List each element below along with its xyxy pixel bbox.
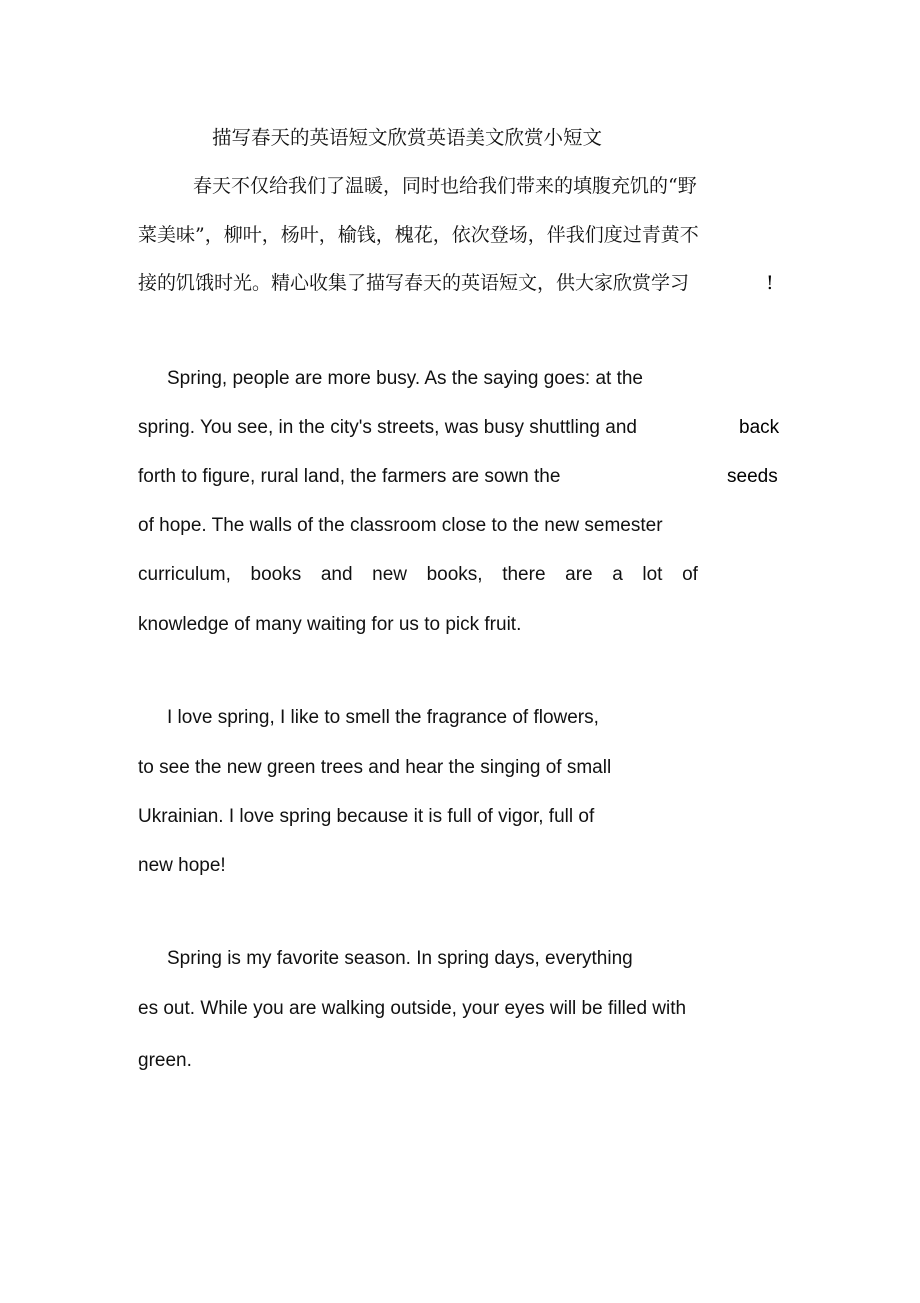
paragraph2-line-3: Ukrainian. I love spring because it is full of vigor, full of <box>138 806 595 827</box>
paragraph1-line-6: knowledge of many waiting for us to pick fruit. <box>138 614 522 635</box>
paragraph1-line-3-end: seeds <box>727 466 778 487</box>
word: and <box>320 564 353 585</box>
paragraph3-line-3: green. <box>138 1050 192 1071</box>
paragraph3-line-1: Spring is my favorite season. In spring days, everything <box>167 948 633 969</box>
paragraph2-line-2: to see the new green trees and hear the singing of small <box>138 757 612 778</box>
intro-line-3: 接的饥饿时光。精心收集了描写春天的英语短文，供大家欣赏学习 <box>138 272 690 294</box>
paragraph1-line-5 <box>138 563 698 587</box>
word: lot <box>642 564 663 585</box>
word: books, <box>426 564 483 585</box>
paragraph1-line-4: of hope. The walls of the classroom close to the new semester <box>138 515 663 536</box>
paragraph1-line-2: spring. You see, in the city's streets, was busy shuttling and <box>138 417 637 438</box>
document-title: 描写春天的英语短文欣赏英语美文欣赏小短文 <box>212 126 603 149</box>
word: are <box>565 564 593 585</box>
word: books <box>250 564 302 585</box>
word: a <box>612 564 623 585</box>
paragraph3-line-2: es out. While you are walking outside, your eyes will be filled with <box>138 998 687 1019</box>
paragraph1-line-2-end: back <box>739 417 780 438</box>
intro-line-3-end: ! <box>766 272 774 294</box>
paragraph1-line-3: forth to figure, rural land, the farmers are sown the <box>138 466 561 487</box>
paragraph2-line-4: new hope! <box>138 855 226 876</box>
word: new <box>372 564 407 585</box>
paragraph1-line-1: Spring, people are more busy. As the saying goes: at the <box>167 368 643 389</box>
word: there <box>502 564 546 585</box>
intro-line-1: 春天不仅给我们了温暖，同时也给我们带来的填腹充饥的“野 <box>193 175 697 197</box>
word: curriculum, <box>138 564 231 585</box>
intro-line-2: 菜美味”，柳叶，杨叶，榆钱，槐花，依次登场，伴我们度过青黄不 <box>138 224 699 246</box>
paragraph2-line-1: I love spring, I like to smell the fragrance of flowers, <box>167 707 599 728</box>
word: of <box>682 564 698 585</box>
